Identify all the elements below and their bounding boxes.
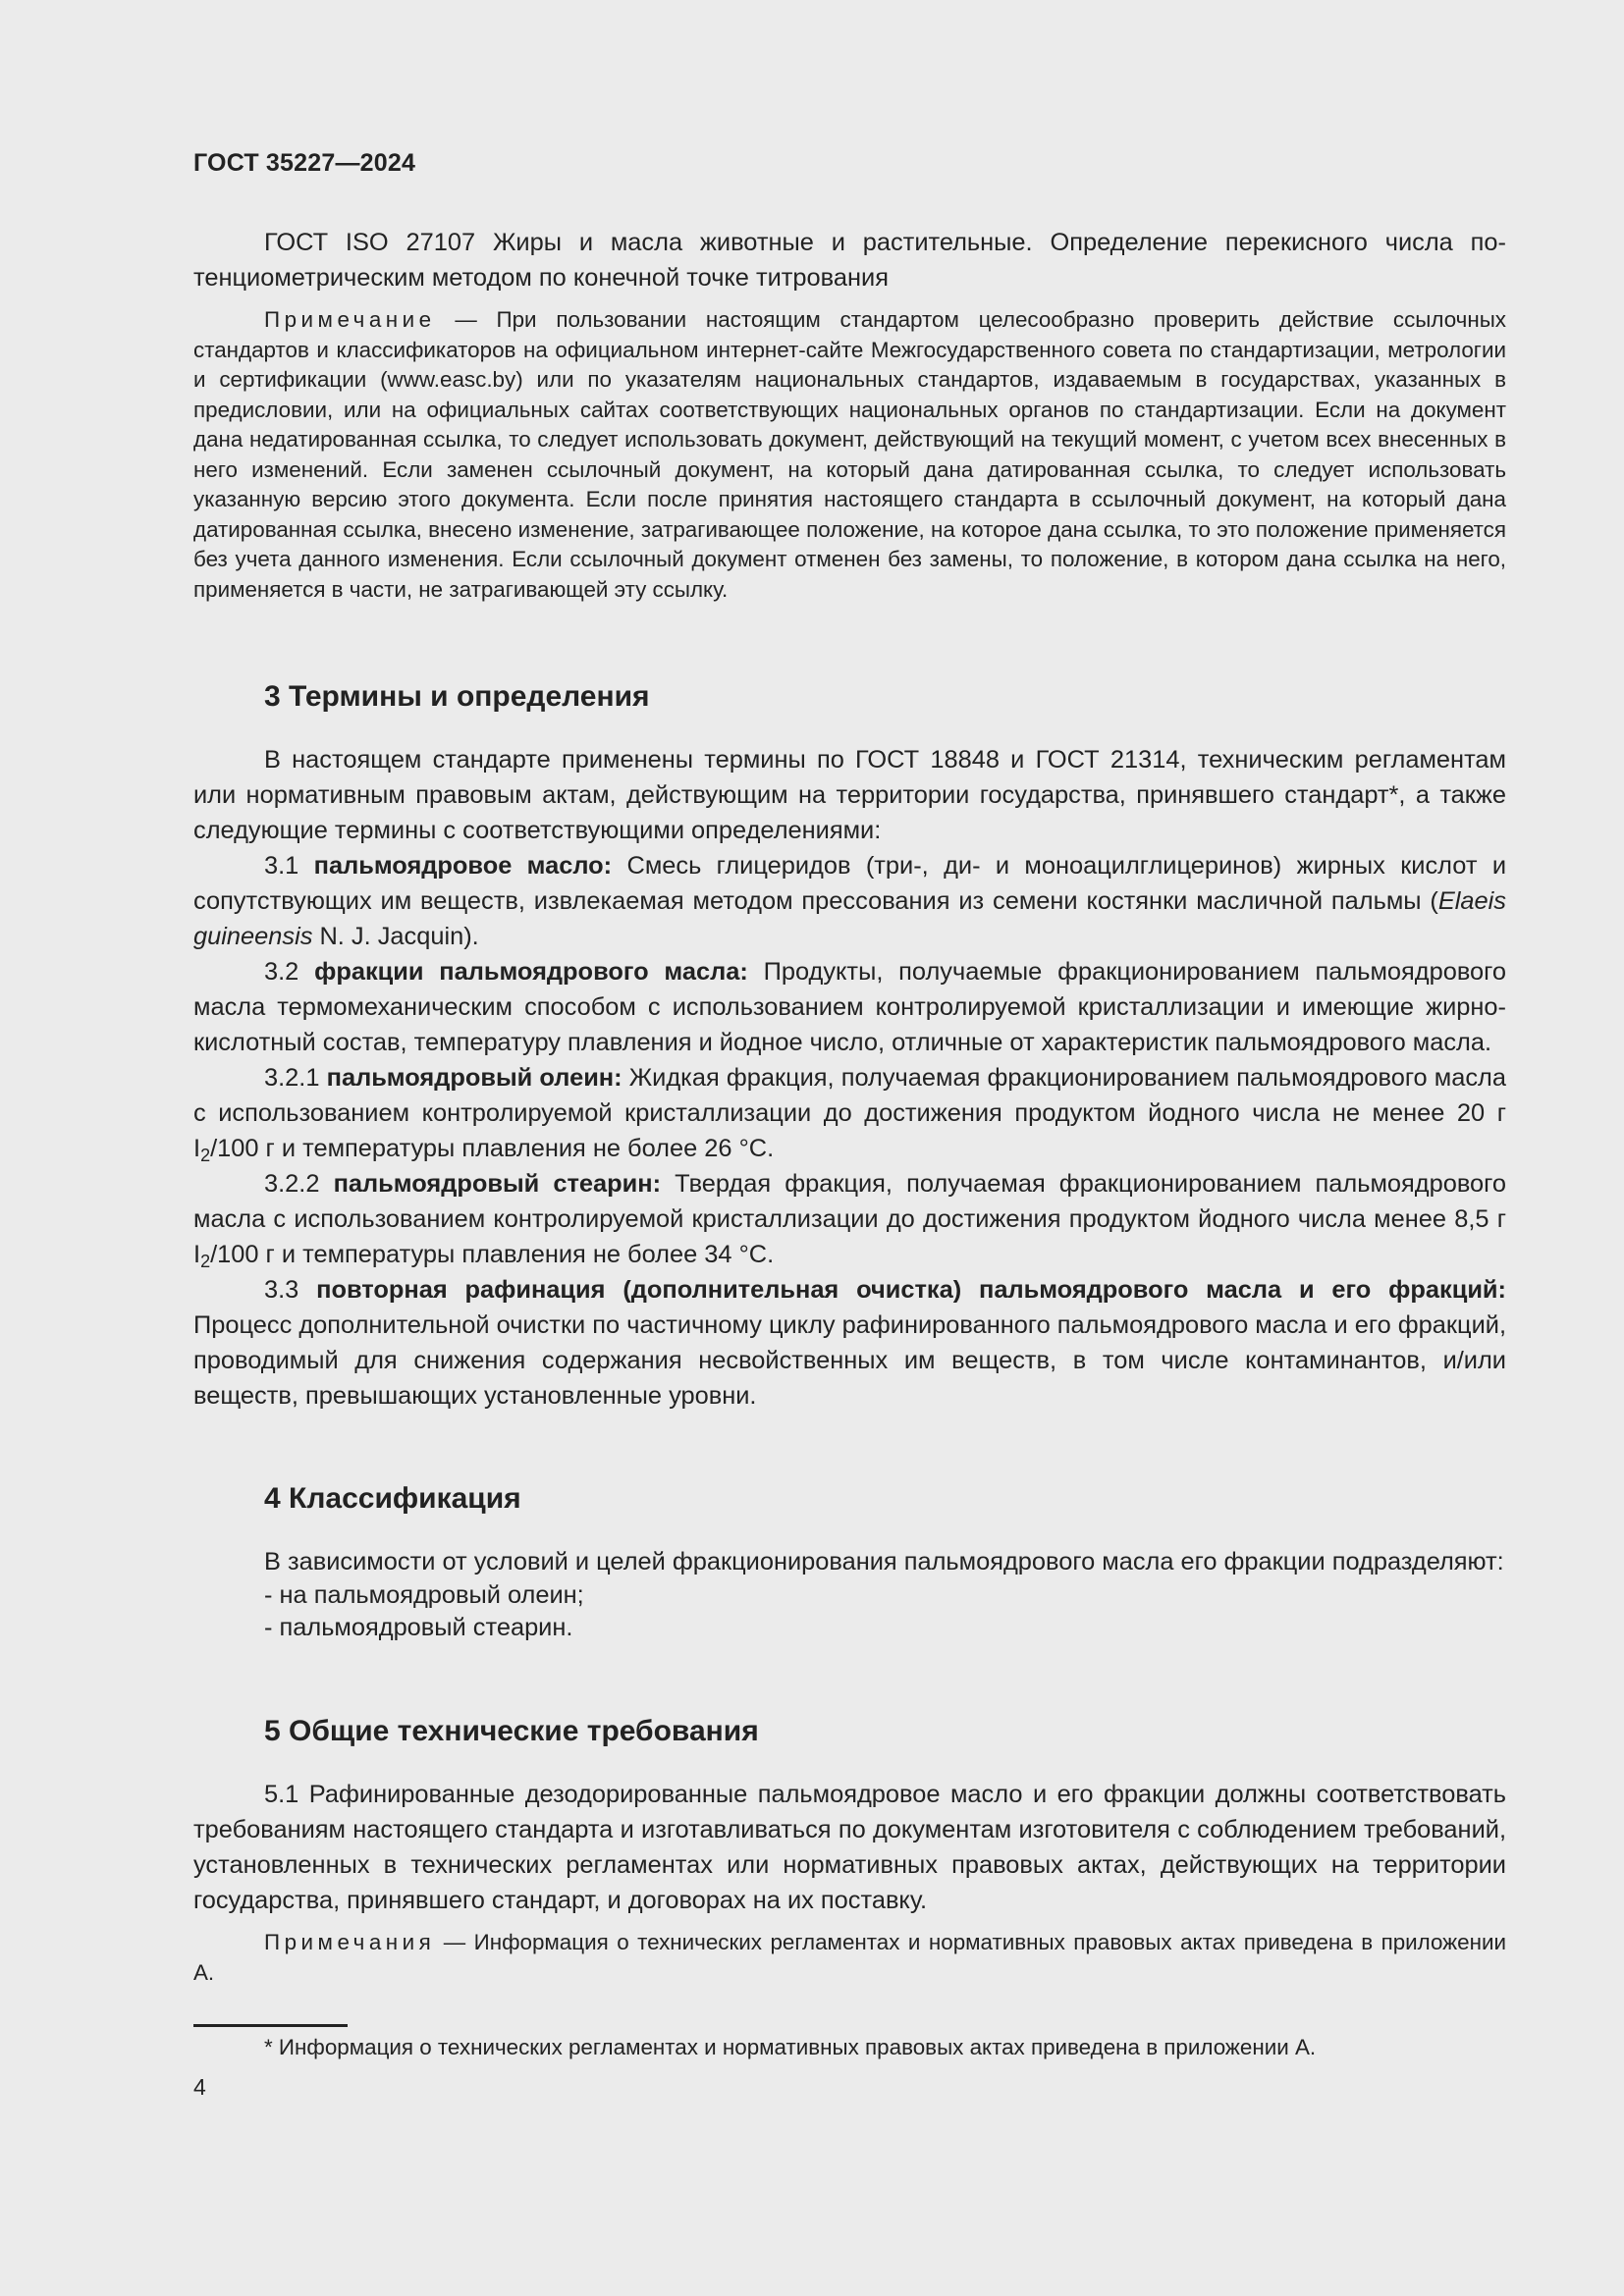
reference-block: [193, 225, 1506, 295]
page-number: 4: [193, 2074, 206, 2100]
footnote: * Информация о технических регламентах и нормативных правовых актах приведена в приложении А.: [264, 2035, 1317, 2059]
footnote-divider: [193, 2024, 348, 2027]
term-3-3: 3.3 повторная рафинация (дополнительная очистка) пальмоядрового масла и его фракций: Процесс дополнительной очистки по частичному циклу рафинированного пальмоядрового масла и его фракций, проводимый для снижения содержания несвойственных им веществ, в том числе контаминантов, и/или веществ, превышающих установленные уровни.: [193, 1276, 1506, 1410]
term-3-1: 3.1 пальмоядровое масло: Смесь глицеридов (три-, ди- и моноацилглицеринов) жирных кислот и сопутствующих им веществ, извлекаемая методом прессования из семени костянки масличной пальмы (Elaeis guineensis N. J. Jacquin).: [193, 852, 1507, 950]
note-text: — При пользовании настоящим стандартом целесообразно проверить действие ссылочных стандартов и классификаторов на официальном интернет-сайте Межгосударственного совета по стандартизации, метрологии и сертификации (www.easc.by) или по указателям национальных стандартов, издаваемым в государствах, указанных в предисловии, или на официальных сайтах соответствующих национальных органов по стандартизации. Если на документ дана недатированная ссылка, то следует использовать документ, действующий на текущий момент, с учетом всех внесенных в него изменений. Если заменен ссылочный документ, на который дана датированная ссылка, то следует использовать указанную версию этого документа. Если после принятия настоящего стандарта в ссылочный документ, на который дана датированная ссылка, внесено изменение, затрагивающее положение, на которое дана ссылка, то это положение применяется без учета данного изменения. Если ссылочный документ отменен без замены, то положение, в котором дана ссылка на него, применяется в части, не затрагивающей эту ссылку.: [193, 307, 1506, 602]
note-5: [193, 1928, 1506, 1988]
note-references: [193, 305, 1506, 605]
document-header: ГОСТ 35227—2024: [193, 149, 416, 177]
section-5: [193, 1712, 1506, 1988]
note-label: Примечания: [264, 1930, 436, 1954]
section-4: [193, 1479, 1506, 1644]
section-4-intro: В зависимости от условий и целей фракционирования пальмоядрового масла его фракции подразделяют:: [264, 1548, 1504, 1575]
document-page: [193, 0, 1506, 2296]
note-label: Примечание: [264, 307, 436, 332]
section-3: [193, 677, 1506, 1414]
term-3-2-2: 3.2.2 пальмоядровый стеарин: Твердая фракция, получаемая фракционированием пальмоядрового масла с использованием контролируемой кристаллизации до достижения продуктом йодного числа менее 8,5 г $I_2/100$ г и температуры плавления не более 34 °C.: [193, 1170, 1506, 1271]
clause-5-1: 5.1 Рафинированные дезодорированные пальмоядровое масло и его фракции должны соответствовать требованиям настоящего стандарта и изготавливаться по документам изготовителя с соблюдением требований, установленных в технических регламентах или нормативных правовых актах, действующих на территории государства, принявшего стандарт, и договорах на их поставку.: [193, 1781, 1506, 1914]
note-text: — Информация о технических регламентах и нормативных правовых актах приведена в приложении А.: [193, 1930, 1506, 1985]
list-item: - на пальмоядровый олеин;: [264, 1581, 584, 1609]
section-3-title: 3 Термины и определения: [264, 680, 650, 713]
term-3-2: 3.2 фракции пальмоядрового масла: Продукты, получаемые фракционированием пальмоядрового масла термомеханическим способом с использованием контролируемой кристаллизации и имеющие жирно-кислотный состав, температуру плавления и йодное число, отличные от характеристик пальмоядрового масла.: [193, 958, 1506, 1056]
section-3-intro: В настоящем стандарте применены термины по ГОСТ 18848 и ГОСТ 21314, техническим регламентам или нормативным правовым актам, действующим на территории государства, принявшего стандарт*, а также следующие термины с соответствующими определениями:: [193, 746, 1506, 844]
list-item: - пальмоядровый стеарин.: [264, 1614, 573, 1641]
term-3-2-1: 3.2.1 пальмоядровый олеин: Жидкая фракция, получаемая фракционированием пальмоядрового масла с использованием контролируемой кристаллизации до достижения продуктом йодного числа не менее 20 г $I_2/100$ г и температуры плавления не более 26 °C.: [193, 1064, 1506, 1165]
section-4-title: 4 Классификация: [264, 1482, 521, 1515]
section-5-title: 5 Общие технические требования: [264, 1715, 759, 1747]
reference-gost-iso: ГОСТ ISO 27107 Жиры и масла животные и растительные. Определение перекисного числа потенциометрическим методом по конечной точке титрования: [193, 229, 1506, 292]
